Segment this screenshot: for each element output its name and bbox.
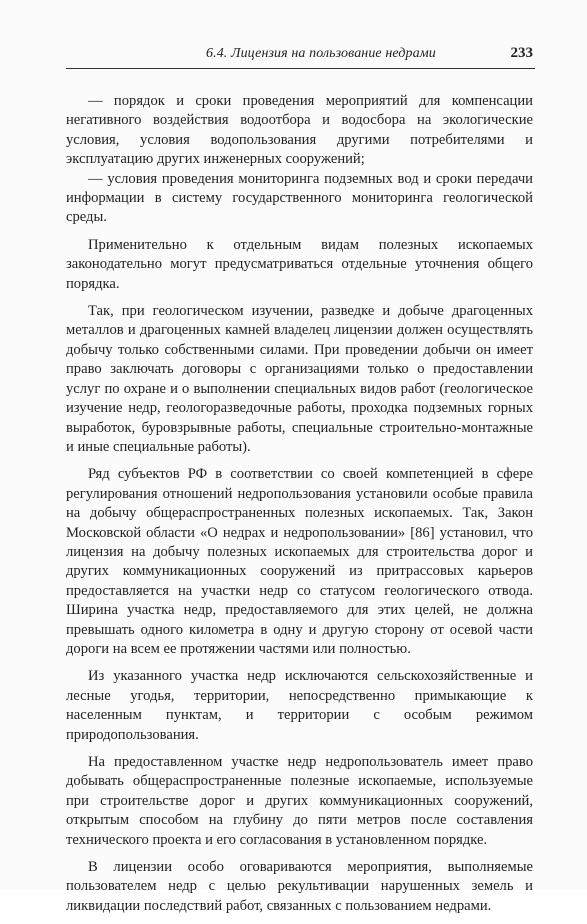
page-header	[66, 42, 535, 69]
running-title: 6.4. Лицензия на пользование недрами	[206, 46, 436, 61]
paragraph: На предоставленном участке недр недропользователь имеет право добывать общераспространенные полезные ископаемые, используемые при строительстве дорог и других коммуникационных сооружений, открытым способом на глубину до пяти метров после составления технического проекта и его согласования в установленном порядке.	[66, 754, 533, 848]
body-text	[66, 92, 533, 924]
page-number: 233	[510, 45, 533, 61]
paragraph: Ряд субъектов РФ в соответствии со своей компетенцией в сфере регулирования отношений недропользования установили особые правила на добычу общераспространенных полезных ископаемых. Так, Закон Московской области «О недрах и недропользовании» [86] установил, что лицензия на добычу полезных ископаемых для строительства дорог и других коммуникационных сооружений из притрассовых карьеров предоставляется на участки недр со статусом геологического отвода. Ширина участка недр, предоставляемого для этих целей, не должна превышать одного километра в одну и другую сторону от осевой части дороги на всем ее протяжении частями или полностью.	[66, 466, 533, 657]
paragraph: Применительно к отдельным видам полезных ископаемых законодательно могут предусматриваться отдельные уточнения общего порядка.	[66, 236, 533, 292]
paragraph: Так, при геологическом изучении, разведке и добыче драгоценных металлов и драгоценных камней владелец лицензии должен осуществлять добычу только собственными силами. При проведении добычи он имеет право заключать договоры с организациями только о предоставлении услуг по охране и о выполнении специальных видов работ (геологическое изучение недр, геологоразведочные работы, проходка подземных горных выработок, буровзрывные работы, специальные строительно-монтажные и иные специальные работы).	[66, 303, 533, 455]
list-item: — порядок и сроки проведения мероприятий для компенсации негативного воздействия водоотбора и водосбора на экологические условия, условия водопользования другими потребителями и эксплуатацию других инженерных сооружений;	[66, 93, 533, 168]
list-item: — условия проведения мониторинга подземных вод и сроки передачи информации в систему государственного мониторинга геологической среды.	[66, 170, 533, 226]
paragraph: В лицензии особо оговариваются мероприятия, выполняемые пользователем недр с целью рекультивации нарушенных земель и ликвидации последствий работ, связанных с пользованием недрами.	[66, 859, 533, 914]
paragraph: Из указанного участка недр исключаются сельскохозяйственные и лесные угодья, территории, непосредственно примыкающие к населенным пунктам, и территории с особым режимом природопользования.	[66, 668, 533, 743]
